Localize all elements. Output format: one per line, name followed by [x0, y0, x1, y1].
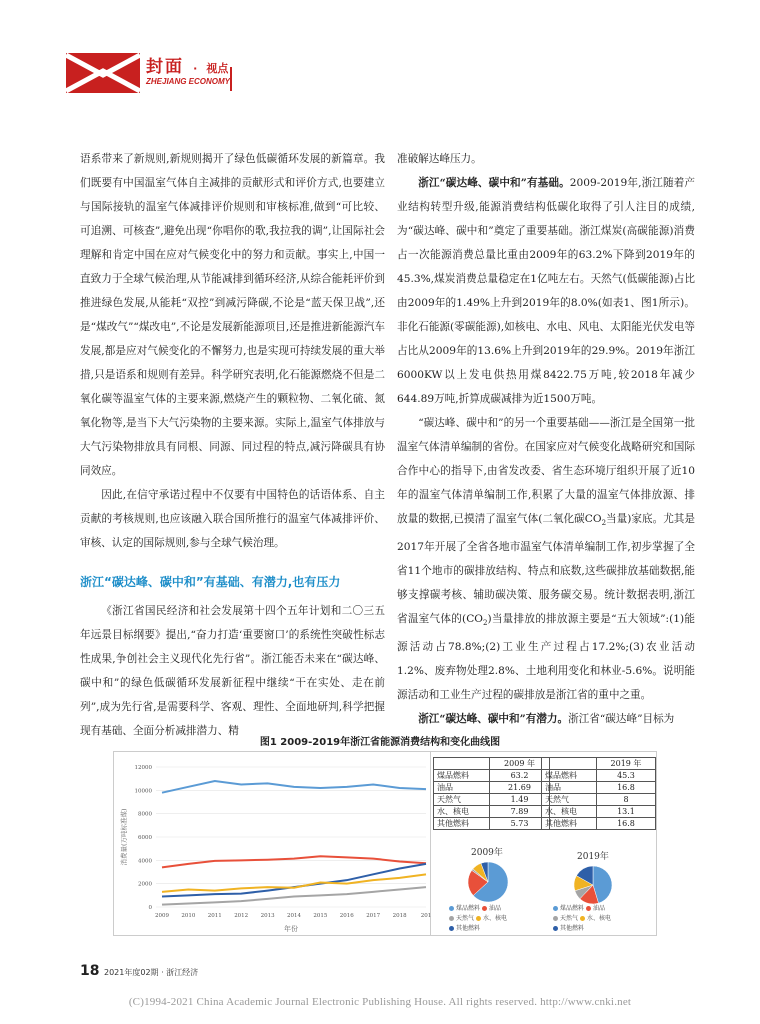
table-2019-year: 2019 年: [596, 758, 655, 770]
pie-2019-legend: [553, 904, 611, 934]
legend-swatch: [482, 906, 487, 911]
y-tick-label: 12000: [134, 765, 152, 771]
table-cell: 煤品燃料: [542, 770, 597, 782]
line-chart: [114, 752, 432, 937]
right-paragraph-2-lead: 浙江“碳达峰、碳中和”有基础。: [418, 177, 570, 189]
x-tick-label: 2014: [287, 913, 301, 919]
line-chart-panel: [113, 751, 431, 936]
right-column: [397, 147, 695, 731]
right-paragraph-2-body: 2009-2019年,浙江随着产业结构转型升级,能源消费结构低碳化取得了引人注目的成绩,为“碳达峰、碳中和”奠定了重要基础。浙江煤炭(高碳能源)消费占一次能源消费总量比重由2009年的63.2%下降到2019年的45.3%,煤炭消费总量稳定在1亿吨左右。天然气(低碳能源)占比由2009年的1.49%上升到2019年的8.0%(如表1、图1所示)。非化石能源(零碳能源),如核电、水电、风电、太阳能光伏发电等占比从2009年的13.6%上升到2019年的29.9%。2019年浙江6000KW以上发电供热用煤8422.75万吨,较2018年减少644.89万吨,折算成碳减排为近1500万吨。: [397, 177, 695, 405]
x-tick-label: 2016: [339, 913, 354, 919]
right-paragraph-4: [397, 707, 695, 731]
table-cell: 其他燃料: [434, 818, 490, 830]
series-line: [162, 856, 426, 867]
left-column: [80, 147, 385, 743]
table-cell: 45.3: [596, 770, 655, 782]
pie-panel: [431, 751, 657, 936]
legend-label: 其他燃料: [456, 925, 481, 932]
legend-label: 油品: [488, 905, 501, 912]
table-cell: 16.8: [596, 782, 655, 794]
footer-issue: 2021年度02期 · 浙江经济: [104, 968, 199, 977]
pie-2009-title: 2009年: [471, 848, 503, 858]
header-title-group: [146, 52, 228, 77]
header-logo: [66, 53, 140, 93]
header-subtitle: 视点: [206, 62, 229, 75]
x-tick-label: 2015: [313, 913, 328, 919]
left-paragraph-3: 《浙江省国民经济和社会发展第十四个五年计划和二〇三五年远景目标纲要》提出,“奋力打造‘重要窗口’的系统性突破性标志性成果,争创社会主义现代化先行省”。浙江能否未来在“碳达峰、碳中和”的绿色低碳循环发展新征程中继续“干在实处、走在前列”,成为先行省,是需要科学、客观、理性、全面地研判,科学把握现有基础、全面分析减排潜力、精: [80, 605, 385, 737]
y-axis-label: 消费量(万吨标准煤): [120, 808, 128, 866]
page-number: 18: [80, 963, 100, 979]
header-dot: ·: [193, 62, 198, 75]
header-divider: [230, 67, 232, 91]
right-paragraph-3-a: “碳达峰、碳中和”的另一个重要基础——浙江是全国第一批温室气体清单编制的省份。在国家应对气候变化战略研究和国际合作中心的指导下,由省发改委、省生态环境厅组织开展了近10年的温室气体清单编制工作,积累了大量的温室气体排放源、排放量的数据,已摸清了温室气体(二氧化碳CO: [397, 417, 695, 525]
legend-swatch: [476, 916, 481, 921]
legend-label: 天然气: [560, 915, 579, 922]
legend-swatch: [553, 916, 558, 921]
figure-title: 图1 2009-2019年浙江省能源消费结构和变化曲线图: [259, 737, 501, 748]
right-paragraph-3: [397, 411, 695, 707]
table-cell: 8: [596, 794, 655, 806]
y-tick-label: 4000: [138, 858, 152, 865]
left-paragraph-1: 语系带来了新规则,新规则揭开了绿色低碳循环发展的新篇章。我们既要有中国温室气体自主减排的贡献形式和评价方式,也要建立与国际接轨的温室气体减排评价规则和审核标准,做到“可比较、可追溯、可核查”,避免出现“你唱你的歌,我拉我的调”,让国际社会理解和肯定中国在应对气候变化中的努力和贡献。事实上,中国一直致力于全球气候治理,从节能减排到循环经济,从综合能耗评价到推进绿色发展,从能耗“双控”到减污降碳,不论是“蓝天保卫战”,还是“煤改气”“煤改电”,不论是发展新能源项目,还是推进新能源汽车发展,都是应对气候变化的不懈努力,也是实现可持续发展的重大举措,只是语系和规则有差异。科学研究表明,化石能源燃烧不但是二氧化碳等温室气体的主要来源,燃烧产生的颗粒物、二氧化硫、氮氧化物等,是当下大气污染物的主要来源。实际上,温室气体排放与大气污染物排放具有同根、同源、同过程的特点,减污降碳具有协同效应。: [80, 153, 385, 477]
section-heading: 浙江“碳达峰、碳中和”有基础、有潜力,也有压力: [80, 575, 341, 589]
table-cell: 水、核电: [542, 806, 597, 818]
legend-swatch: [449, 926, 454, 931]
table-cell: 21.69: [490, 782, 550, 794]
y-tick-label: 8000: [138, 811, 152, 818]
series-line: [162, 781, 426, 793]
pie-2019-title: 2019年: [577, 852, 609, 862]
table-cell: 16.8: [596, 818, 655, 830]
table-2009-year: 2009 年: [490, 758, 550, 770]
co2-subscript: 2: [601, 519, 607, 528]
legend-label: 油品: [592, 905, 605, 912]
pie-2009-legend: [449, 904, 507, 934]
header-title: 封面: [146, 57, 184, 77]
x-tick-label: 2018: [392, 913, 407, 919]
legend-label: 煤品燃料: [456, 905, 481, 912]
y-tick-label: 10000: [134, 788, 152, 795]
table-cell: 煤品燃料: [434, 770, 490, 782]
right-paragraph-1: 准破解达峰压力。: [397, 153, 482, 165]
right-paragraph-3-b: 当量)家底。尤其是2017年开展了全省各地市温室气体清单编制工作,初步掌握了全省11个地市的碳排放结构、特点和底数,这些碳排放基础数据,能够支撑碳考核、辅助碳决策、服务碳交易。统计数据表明,浙江省温室气体的(CO: [397, 513, 695, 626]
x-tick-label: 2009: [155, 913, 169, 919]
x-tick-label: 201: [420, 913, 432, 919]
series-line: [162, 874, 426, 892]
table-cell: 天然气: [542, 794, 597, 806]
table-cell: 天然气: [434, 794, 490, 806]
legend-swatch: [449, 916, 454, 921]
x-axis-label: 年份: [284, 925, 298, 933]
co2-subscript-2: 2: [482, 619, 488, 628]
x-tick-label: 2010: [181, 913, 196, 919]
right-paragraph-2: [397, 171, 695, 411]
legend-label: 其他燃料: [560, 925, 585, 932]
header-english: ZHEJIANG ECONOMY: [146, 77, 231, 86]
table-cell: 水、核电: [434, 806, 490, 818]
legend-swatch: [586, 906, 591, 911]
legend-label: 煤品燃料: [560, 905, 585, 912]
table-cell: 油品: [542, 782, 597, 794]
y-tick-label: 0: [148, 905, 152, 911]
legend-swatch: [449, 906, 454, 911]
right-paragraph-4-body: 浙江省“碳达峰”目标为: [568, 713, 675, 726]
table-cell: 油品: [434, 782, 490, 794]
x-tick-label: 2013: [260, 913, 275, 919]
table-cell: 其他燃料: [542, 818, 597, 830]
table-cell: 7.89: [490, 806, 550, 818]
legend-swatch: [553, 906, 558, 911]
table-cell: 5.73: [490, 818, 550, 830]
x-tick-label: 2012: [234, 913, 249, 919]
table-cell: 63.2: [490, 770, 550, 782]
legend-label: 水、核电: [482, 915, 507, 922]
legend-swatch: [580, 916, 585, 921]
left-paragraph-2: 因此,在信守承诺过程中不仅要有中国特色的话语体系、自主贡献的考核规则,也应该融入联合国所推行的温室气体减排评价、审核、认定的国际规则,参与全球气候治理。: [80, 489, 385, 549]
legend-label: 水、核电: [586, 915, 611, 922]
legend-swatch: [553, 926, 558, 931]
y-tick-label: 6000: [138, 835, 152, 841]
x-tick-label: 2011: [207, 913, 222, 919]
table-cell: 13.1: [596, 806, 655, 818]
table-cell: 1.49: [490, 794, 550, 806]
y-tick-label: 2000: [138, 881, 152, 888]
legend-label: 天然气: [456, 915, 475, 922]
right-paragraph-4-lead: 浙江“碳达峰、碳中和”有潜力。: [418, 713, 569, 726]
x-tick-label: 2017: [366, 913, 381, 919]
right-paragraph-3-c: )当量排放的排放源主要是“五大领域”:(1)能源活动占78.8%;(2)工业生产过程占17.2%;(3)农业活动1.2%、废弃物处理2.8%、土地利用变化和林业-5.6%。说明能源活动和工业生产过程的碳排放是浙江省的重中之重。: [397, 613, 695, 702]
copyright-line: (C)1994-2021 China Academic Journal Electronic Publishing House. All rights reserved. http://www.cnki.net: [128, 996, 632, 1008]
